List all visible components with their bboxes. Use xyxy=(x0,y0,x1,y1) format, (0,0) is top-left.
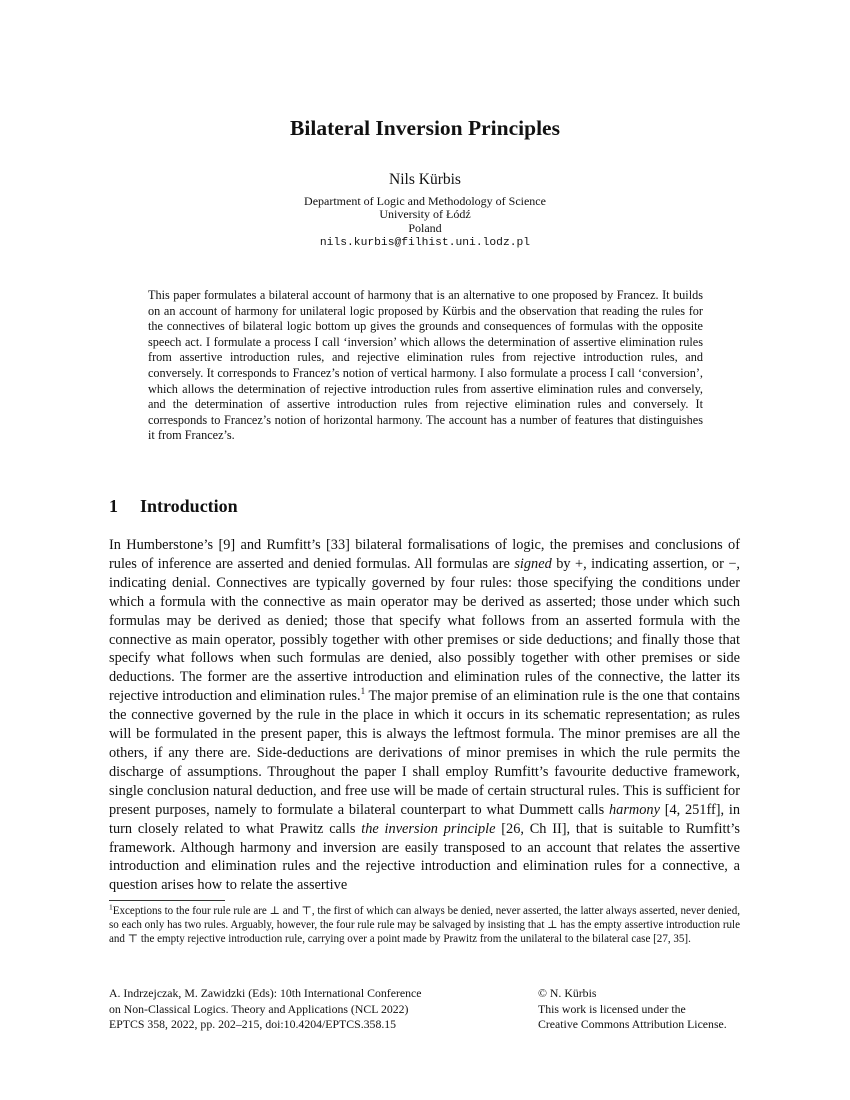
footnote xyxy=(109,902,740,947)
author-affiliation xyxy=(0,195,850,235)
footer-editors-line: A. Indrzejczak, M. Zawidzki (Eds): 10th International Conference xyxy=(109,986,422,1000)
footnote-text: Exceptions to the four rule rule are ⊥ and ⊤, the first of which can always be denied, never asserted, the latter always asserted, never denied, so each only has two rules. Arguably, however, the four rule rule may be salvaged by insisting that ⊥ has the empty assertive introduction rule and ⊤ the empty rejective introduction rule, carrying over a point made by Prawitz from the unilateral to the bilateral case [27, 35]. xyxy=(109,905,740,945)
footer-doi-line: EPTCS 358, 2022, pp. 202–215, doi:10.4204/EPTCS.358.15 xyxy=(109,1017,397,1032)
affiliation-country: Poland xyxy=(408,220,442,235)
footer-conference-line: on Non-Classical Logics. Theory and Applications (NCL 2022) xyxy=(109,1001,409,1016)
footer-license-name: Creative Commons Attribution License. xyxy=(538,1017,727,1032)
abstract: This paper formulates a bilateral account of harmony that is an alternative to one proposed by Francez. It builds on an account of harmony for unilateral logic proposed by Kürbis and the observation that reading the rules for the connectives of bilateral logic bottom up gives the grounds and consequences of formulas with the opposite speech act. I formulate a process I call ‘inversion’ which allows the determination of assertive elimination rules from assertive introduction rules, and rejective elimination rules from rejective introduction rules, and conversely. It corresponds to Francez’s notion of vertical harmony. I also formulate a process I call ‘conversion’, which allows the determination of rejective introduction rules from assertive elimination rules and conversely, and the determination of assertive introduction rules from rejective elimination rules and conversely. It corresponds to Francez’s notion of horizontal harmony. The account has a number of features that distinguishes it from Francez’s. xyxy=(148,288,703,443)
footnote-marker: 1 xyxy=(360,686,366,697)
section-title: Introduction xyxy=(140,496,238,516)
author-email: nils.kurbis@filhist.uni.lodz.pl xyxy=(319,237,531,249)
emphasis-signed: signed xyxy=(514,555,552,572)
footer-license-line: This work is licensed under the xyxy=(538,1001,686,1016)
section-heading xyxy=(109,496,238,517)
affiliation-department: Department of Logic and Methodology of Science xyxy=(304,194,546,208)
footer-license xyxy=(538,986,727,1033)
introduction-paragraph xyxy=(109,536,740,895)
paper-title: Bilateral Inversion Principles xyxy=(290,116,560,140)
emphasis-inversion-principle: the inversion principle xyxy=(361,820,496,837)
body-text-part: In Humberstone’s [9] and Rumfitt’s [33] bilateral formalisations of logic, the premises and conclusions of rules of inference are asserted and denied formulas. All formulas are xyxy=(109,537,740,572)
footnote-divider xyxy=(109,900,225,901)
author-name: Nils Kürbis xyxy=(389,171,461,188)
body-text-part: [26, Ch II], that is suitable to Rumfitt’s framework. Although harmony and inversion are easily transposed to an account that relates the assertive introduction and elimination rules and the rejective introduction and elimination rules for a connective, a question arises how to relate the assertive xyxy=(109,820,741,894)
footnote-number: 1 xyxy=(109,902,113,912)
affiliation-university: University of Łódź xyxy=(379,207,471,222)
body-text-part: The major premise of an elimination rule is the one that contains the connective governed by the rule in the place in which it occurs in its schematic representation; as rules will be formulated in the present paper, this is always the leftmost formula. The minor premises are all the others, if any there are. Side-deductions are derivations of minor premises in which the rule permits the discharge of assumptions. Throughout the paper I shall employ Rumfitt’s favourite deductive framework, single conclusion natural deduction, and free use will be made of certain structural rules. This is sufficient for present purposes, namely to formulate a bilateral counterpart to what Dummett calls xyxy=(109,688,740,818)
body-text-part: by +, indicating assertion, or −, indicating denial. Connectives are typically governed by four rules: those specifying the conditions under which a formula with the connective as main operator may be derived as asserted; those under which such formulas may be derived as denied; those that specify what follows from an asserted formula with the connective as main operator, possibly together with other premises or side deductions; and finally those that specify what follows when such formulas are denied, also possibly together with other premises or side deductions. The former are the assertive introduction and elimination rules of the connective, the latter its rejective introduction and elimination rules. xyxy=(109,555,740,705)
emphasis-harmony: harmony xyxy=(608,801,660,818)
body-text-part: [4, 251ff], in turn closely related to what Prawitz calls xyxy=(109,801,740,837)
section-number: 1 xyxy=(109,496,118,516)
footer-copyright: © N. Kürbis xyxy=(538,986,597,1000)
footer-citation xyxy=(109,986,422,1033)
